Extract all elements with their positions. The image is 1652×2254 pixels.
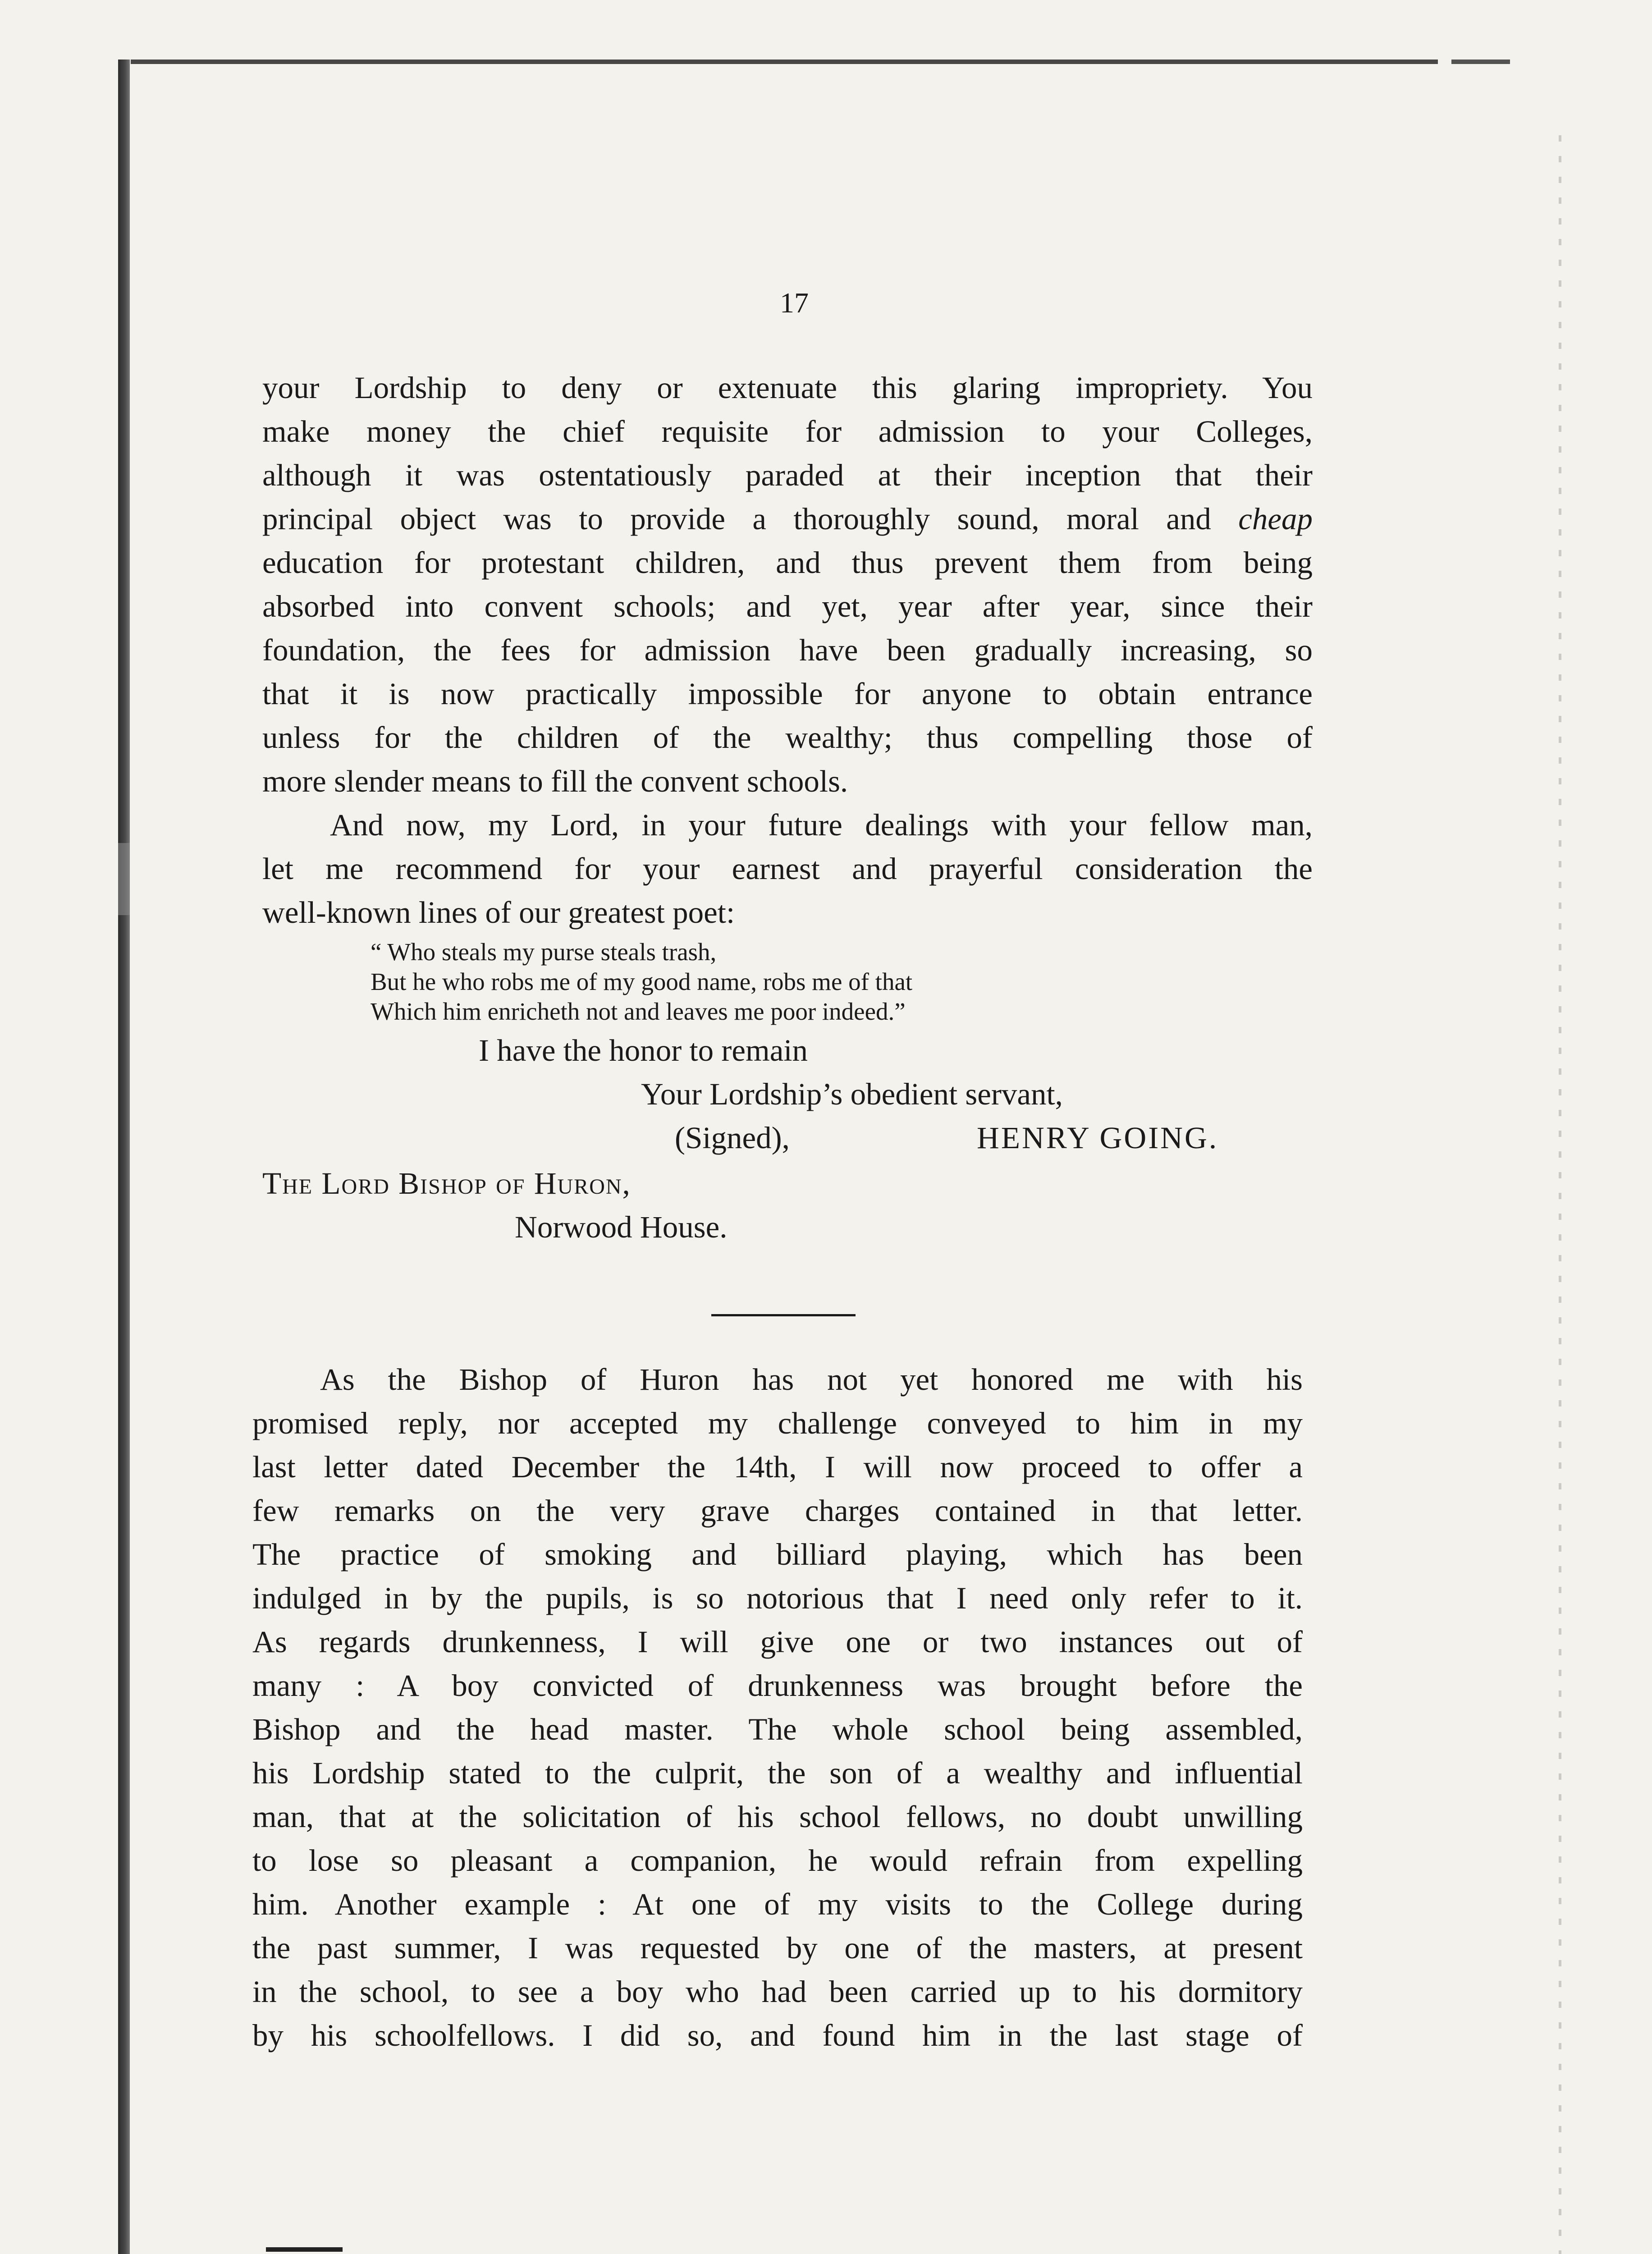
paragraph-2 <box>262 803 1313 935</box>
text-line: in the school, to see a boy who had been carried up to his dormitory <box>252 1975 1303 2009</box>
text-line: more slender means to fill the convent schools. <box>262 764 848 798</box>
text-line: your Lordship to deny or extenuate this glaring impropriety. You <box>262 371 1313 405</box>
text-line: principal object was to provide a thoroughly sound, moral and cheap <box>262 502 1313 536</box>
text-line: many : A boy convicted of drunkenness was brought before the <box>252 1668 1303 1703</box>
scan-border-top <box>131 60 1438 64</box>
closing-signed: (Signed), <box>675 1121 790 1155</box>
addressee: The Lord Bishop of Huron, <box>262 1166 631 1200</box>
text-line: well-known lines of our greatest poet: <box>262 895 735 930</box>
text-line: the past summer, I was requested by one of the masters, at present <box>252 1931 1303 1965</box>
scan-border-left-gap <box>118 843 130 915</box>
text-line: The practice of smoking and billiard playing, which has been <box>252 1537 1303 1571</box>
text-line: And now, my Lord, in your future dealings with your fellow man, <box>330 808 1313 842</box>
letter-closing <box>262 1026 1313 1252</box>
scan-mark-bottom <box>266 2247 343 2252</box>
text-line: unless for the children of the wealthy; thus compelling those of <box>262 720 1313 755</box>
closing-servant: Your Lordship’s obedient servant, <box>641 1077 1063 1111</box>
text-line: although it was ostentatiously paraded at their inception that their <box>262 458 1313 492</box>
scan-border-top-dash <box>1451 60 1510 64</box>
text-line: Bishop and the head master. The whole school being assembled, <box>252 1712 1303 1746</box>
text-line: let me recommend for your earnest and prayerful consideration the <box>262 852 1313 886</box>
text-line: As the Bishop of Huron has not yet honored me with his <box>320 1362 1303 1397</box>
text-line: foundation, the fees for admission have been gradually increasing, so <box>262 633 1313 667</box>
text-line: make money the chief requisite for admission to your Colleges, <box>262 414 1313 449</box>
address: Norwood House. <box>515 1210 728 1244</box>
text-line: promised reply, nor accepted my challenge conveyed to him in my <box>252 1406 1303 1440</box>
text-line: that it is now practically impossible for anyone to obtain entrance <box>262 677 1313 711</box>
section-divider <box>711 1314 856 1316</box>
text-line: few remarks on the very grave charges contained in that letter. <box>252 1494 1303 1528</box>
commentary-body <box>252 1358 1303 2057</box>
text-line: education for protestant children, and thus prevent them from being <box>262 545 1313 580</box>
emphasis-cheap: cheap <box>1238 502 1313 536</box>
signature-name: HENRY GOING. <box>977 1121 1219 1155</box>
text-line: indulged in by the pupils, is so notorious that I need only refer to it. <box>252 1581 1303 1615</box>
text-line: last letter dated December the 14th, I will now proceed to offer a <box>252 1450 1303 1484</box>
paragraph-3 <box>252 1358 1303 2057</box>
text-line: his Lordship stated to the culprit, the son of a wealthy and influential <box>252 1756 1303 1790</box>
scan-border-left <box>118 60 130 2254</box>
text-line: As regards drunkenness, I will give one or two instances out of <box>252 1625 1303 1659</box>
text-line: him. Another example : At one of my visits to the College during <box>252 1887 1303 1921</box>
text-line: by his schoolfellows. I did so, and found him in the last stage of <box>252 2018 1303 2052</box>
page-number: 17 <box>780 287 809 319</box>
quote-line: But he who robs me of my good name, robs me of that <box>371 968 913 995</box>
quote-line: “ Who steals my purse steals trash, <box>371 938 717 966</box>
text-line: to lose so pleasant a companion, he would refrain from expelling <box>252 1843 1303 1878</box>
quote-line: Which him enricheth not and leaves me poor indeed.” <box>371 998 906 1025</box>
paragraph-1 <box>262 366 1313 803</box>
letter-body <box>262 366 1313 1252</box>
scan-border-right <box>1559 135 1561 2254</box>
text-line: man, that at the solicitation of his school fellows, no doubt unwilling <box>252 1800 1303 1834</box>
poem-quotation <box>371 935 1164 1026</box>
text-line: absorbed into convent schools; and yet, year after year, since their <box>262 589 1313 623</box>
closing-remain: I have the honor to remain <box>479 1033 808 1067</box>
